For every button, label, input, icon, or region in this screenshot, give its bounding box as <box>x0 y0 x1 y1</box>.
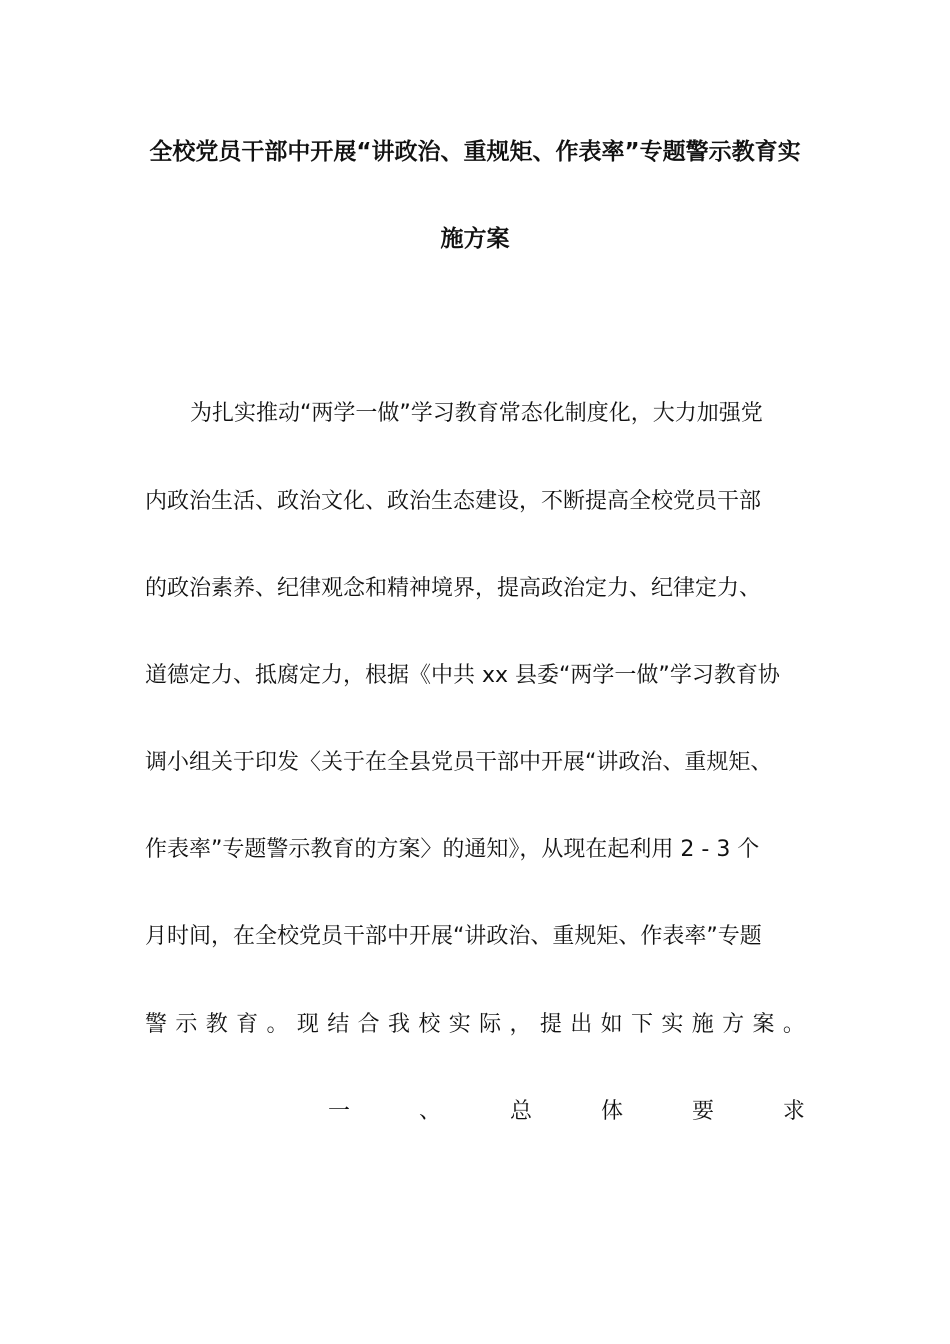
section-heading-char: 体 <box>600 1099 623 1124</box>
section-heading-char: 求 <box>782 1099 805 1124</box>
body-line-8-char: 施 <box>691 1012 714 1037</box>
body-line-8-char: 下 <box>631 1012 654 1037</box>
body-paragraph-line-8 <box>145 1010 805 1040</box>
body-line-8-char: 案 <box>752 1012 775 1037</box>
body-paragraph-line-7: 月时间，在全校党员干部中开展“讲政治、重规矩、作表率”专题 <box>145 924 762 949</box>
body-line-8-char: 警 <box>145 1012 168 1037</box>
body-line-8-char: 示 <box>175 1012 198 1037</box>
body-paragraph-line-4: 道德定力、抵腐定力，根据《中共 xx 县委“两学一做”学习教育协 <box>145 663 780 688</box>
body-line-8-char: 结 <box>327 1012 350 1037</box>
body-paragraph-line-3: 的政治素养、纪律观念和精神境界，提高政治定力、纪律定力、 <box>145 576 762 601</box>
body-line-8-char: 育 <box>236 1012 259 1037</box>
section-heading-char: 要 <box>691 1099 714 1124</box>
body-line-8-char: 。 <box>266 1012 289 1037</box>
body-line-8-char: 教 <box>205 1012 228 1037</box>
body-line-8-char: 校 <box>418 1012 441 1037</box>
body-paragraph-line-1: 为扎实推动“两学一做”学习教育常态化制度化，大力加强党 <box>190 401 763 426</box>
body-line-8-char: 我 <box>388 1012 411 1037</box>
body-line-8-char: 。 <box>782 1012 805 1037</box>
section-heading-char: 总 <box>509 1099 532 1124</box>
body-line-8-char: 实 <box>661 1012 684 1037</box>
body-paragraph-line-6: 作表率”专题警示教育的方案〉的通知》，从现在起利用 2 - 3 个 <box>145 837 760 862</box>
section-heading <box>328 1097 805 1127</box>
body-line-8-char: 实 <box>448 1012 471 1037</box>
section-heading-char: 、 <box>418 1099 441 1124</box>
body-line-8-char: 出 <box>570 1012 593 1037</box>
document-title-line-1: 全校党员干部中开展“讲政治、重规矩、作表率”专题警示教育实 <box>149 139 801 165</box>
document-title-line-2: 施方案 <box>440 226 510 252</box>
body-line-8-char: 现 <box>296 1012 319 1037</box>
body-paragraph-line-2: 内政治生活、政治文化、政治生态建设，不断提高全校党员干部 <box>145 489 762 514</box>
body-line-8-char: 提 <box>539 1012 562 1037</box>
body-line-8-char: 合 <box>357 1012 380 1037</box>
section-heading-char: 一 <box>328 1099 351 1124</box>
body-line-8-char: 际 <box>479 1012 502 1037</box>
body-paragraph-line-5: 调小组关于印发〈关于在全县党员干部中开展“讲政治、重规矩、 <box>145 750 773 775</box>
body-line-8-char: ， <box>509 1012 532 1037</box>
body-line-8-char: 如 <box>600 1012 623 1037</box>
body-line-8-char: 方 <box>722 1012 745 1037</box>
